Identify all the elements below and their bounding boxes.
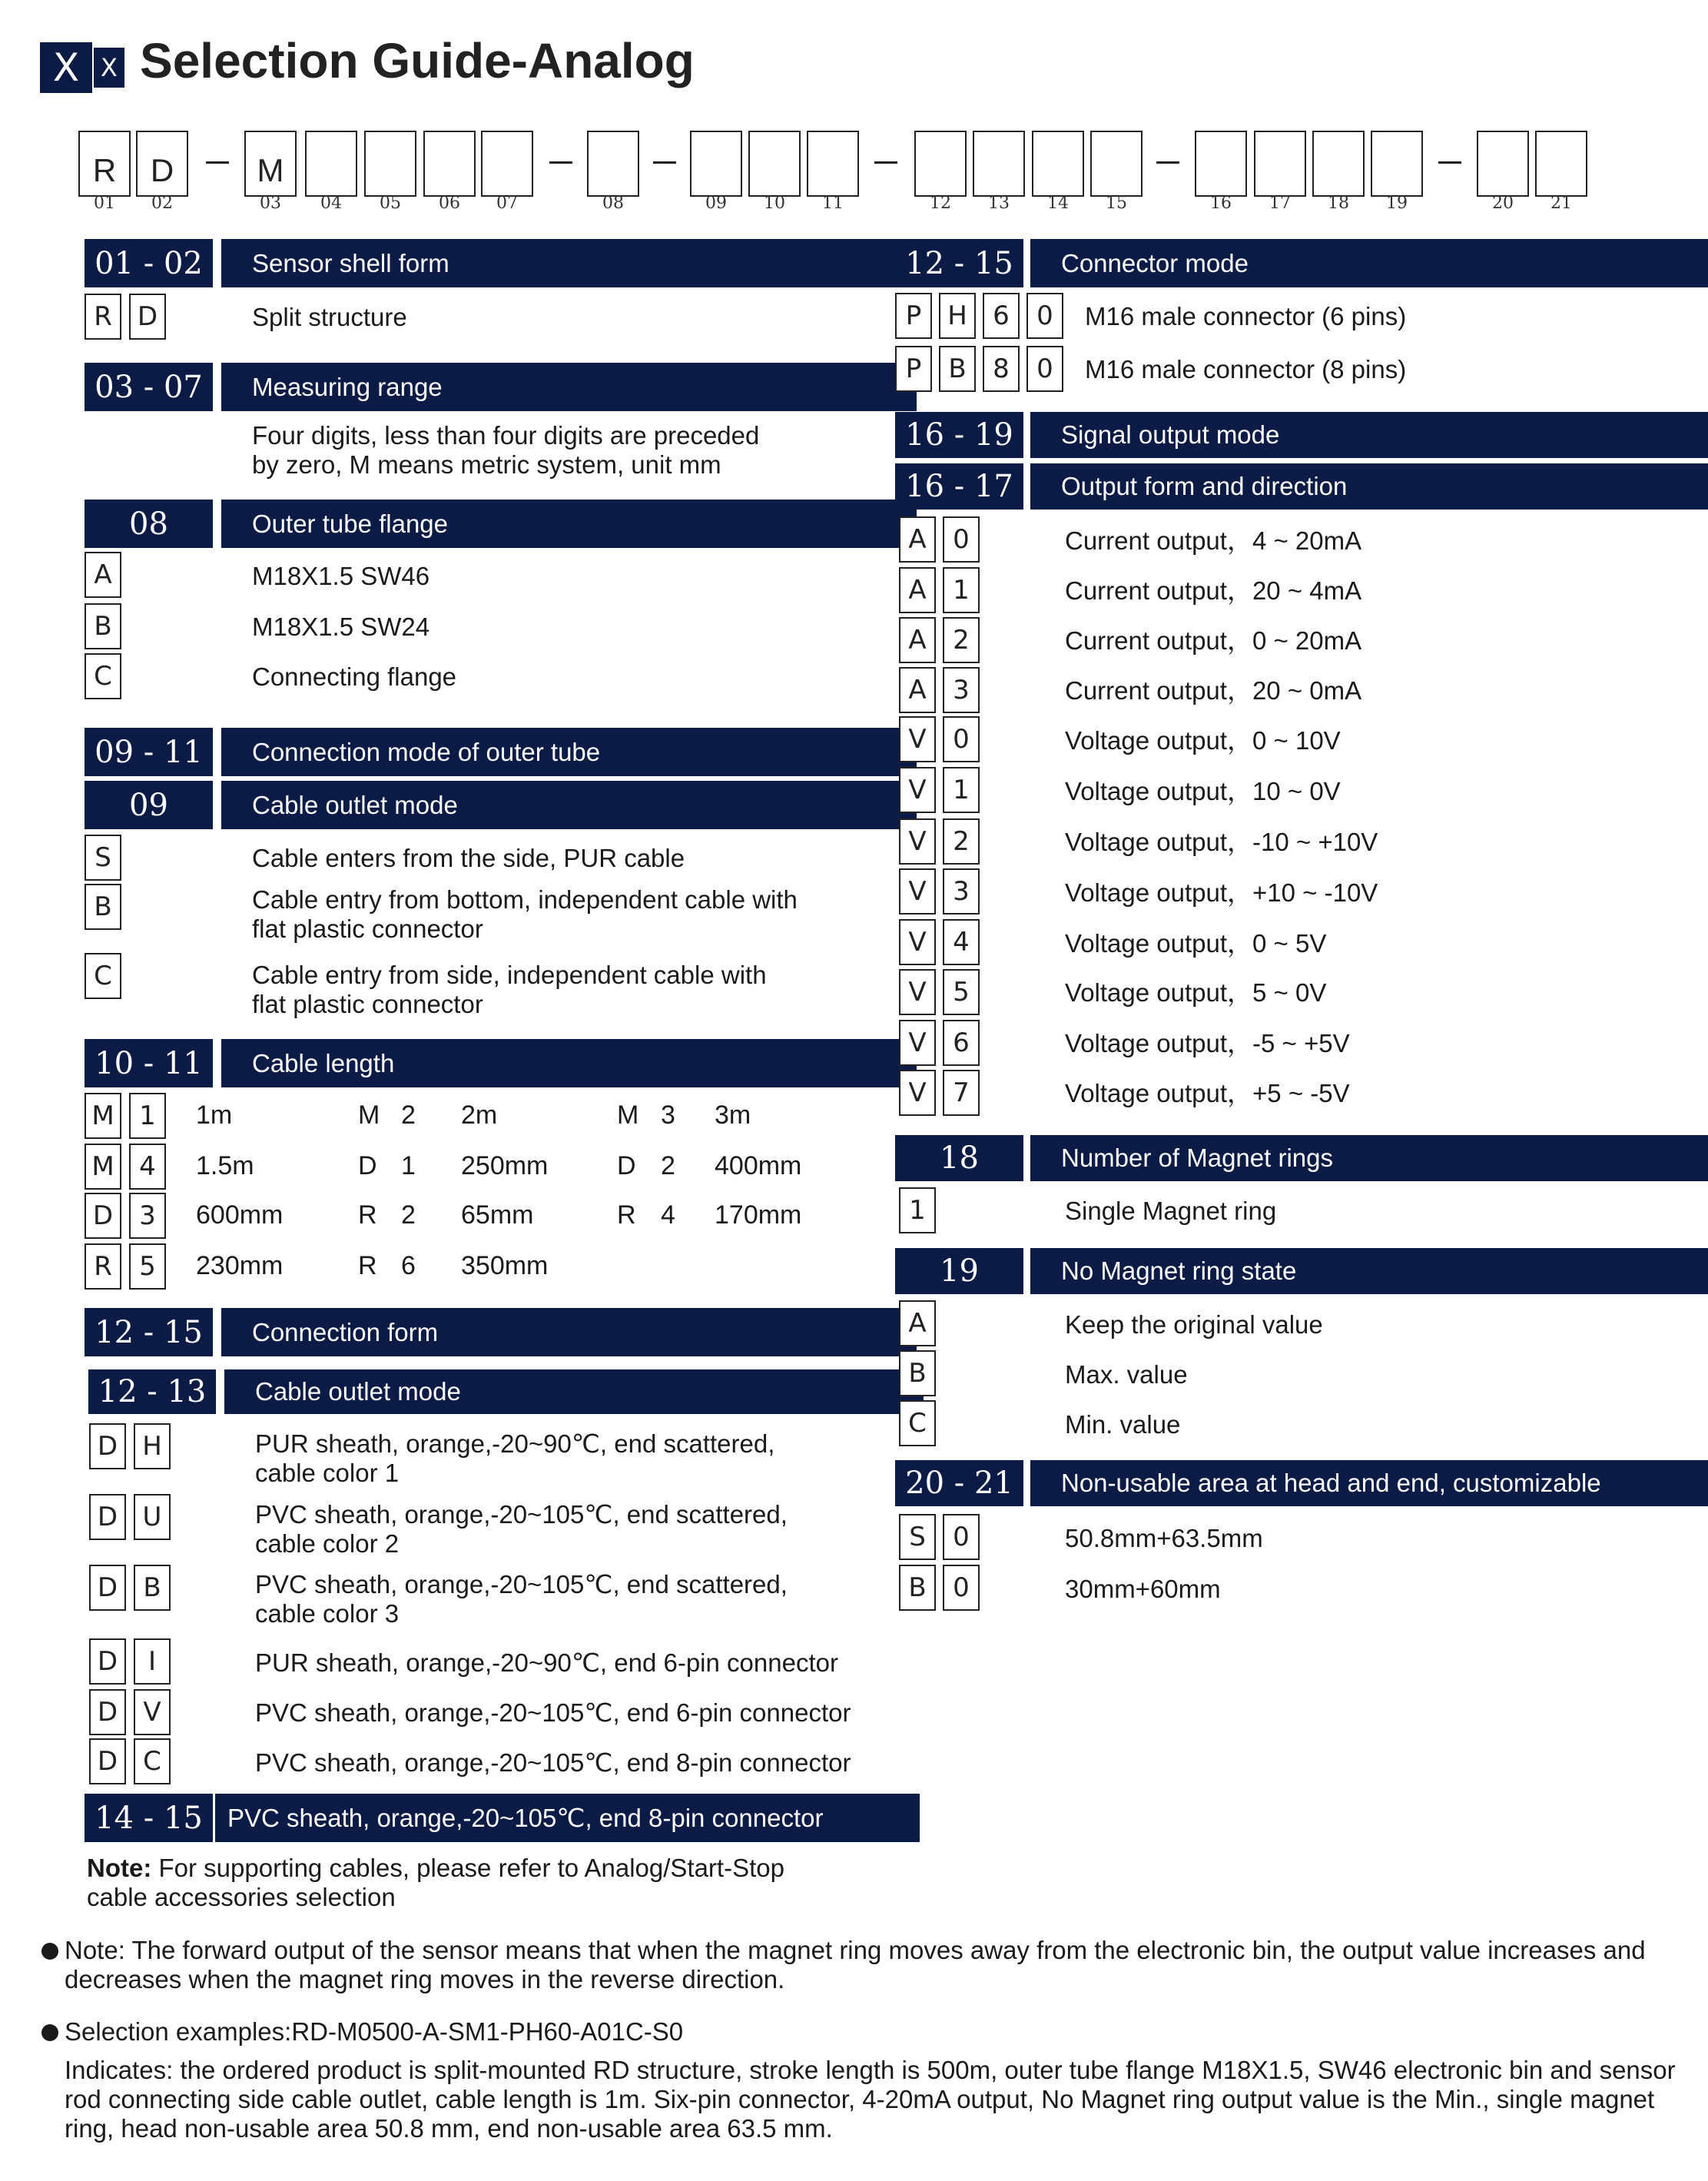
part-box-12 xyxy=(914,131,967,197)
example-explanation xyxy=(65,2056,1676,2143)
section-title: Cable length xyxy=(221,1039,917,1087)
note-label: Note: xyxy=(87,1854,152,1882)
cable-length-value: 1.5m xyxy=(196,1151,254,1180)
note-text: For supporting cables, please refer to Analog/Start-Stop xyxy=(151,1854,784,1882)
option-description: M16 male connector (6 pins) xyxy=(1085,302,1407,330)
note-line xyxy=(87,1854,784,1883)
option-description xyxy=(252,885,798,944)
code-cell: 0 xyxy=(943,1565,980,1611)
section-code: 14 - 15 xyxy=(85,1794,213,1842)
option-description: Voltage output，+10 ~ -10V xyxy=(1065,878,1378,907)
description-line: by zero, M means metric system, unit mm xyxy=(252,450,721,479)
section-title: Non-usable area at head and end, customizable xyxy=(1030,1460,1708,1506)
code-cell: 3 xyxy=(943,868,980,915)
option-description: Max. value xyxy=(1065,1360,1188,1389)
part-box-08 xyxy=(587,131,639,197)
note-line: rod connecting side cable outlet, cable length is 1m. Six-pin connector, 4-20mA output, No Magnet ring output value is the Min., single magnet xyxy=(65,2085,1655,2113)
cable-length-value: 65mm xyxy=(461,1200,534,1230)
part-dash xyxy=(1438,161,1461,164)
position-number: 01 xyxy=(94,194,115,213)
position-number: 13 xyxy=(988,194,1010,213)
part-box-17 xyxy=(1254,131,1306,197)
code-cell: M xyxy=(85,1144,121,1190)
code-cell: 1 xyxy=(943,767,980,813)
position-number: 21 xyxy=(1550,194,1572,213)
note-line: Note: The forward output of the sensor means that when the magnet ring moves away from the electronic bin, the output value increases and xyxy=(65,1936,1646,1964)
code-cell: 7 xyxy=(943,1070,980,1116)
section-code: 09 - 11 xyxy=(85,728,213,776)
code-cell: 3 xyxy=(943,667,980,713)
code-cell: B xyxy=(899,1350,936,1396)
code-cell: B xyxy=(899,1565,936,1611)
part-box-03: M xyxy=(244,131,297,197)
part-dash xyxy=(206,161,229,164)
code-cell: H xyxy=(939,293,976,339)
option-description: 30mm+60mm xyxy=(1065,1575,1221,1603)
option-description xyxy=(252,961,767,1019)
code-cell: S xyxy=(85,835,121,881)
position-number: 12 xyxy=(930,194,951,213)
cable-length-code: 2 xyxy=(401,1200,416,1230)
option-description xyxy=(255,1570,788,1628)
code-cell: A xyxy=(85,552,121,598)
position-number: 18 xyxy=(1328,194,1349,213)
section-title: Cable outlet mode xyxy=(221,781,917,829)
code-cell: V xyxy=(899,969,936,1015)
option-description: 50.8mm+63.5mm xyxy=(1065,1524,1263,1552)
code-cell: C xyxy=(85,653,121,699)
cable-length-value: 400mm xyxy=(715,1151,802,1180)
cable-length-code: 2 xyxy=(661,1151,675,1180)
code-cell: A xyxy=(899,667,936,713)
option-description: M16 male connector (8 pins) xyxy=(1085,355,1407,383)
code-cell: A xyxy=(899,617,936,663)
code-cell: D xyxy=(129,294,166,340)
part-dash xyxy=(653,161,676,164)
cable-length-code: 4 xyxy=(661,1200,675,1230)
section-code: 19 xyxy=(895,1248,1023,1294)
option-description: Voltage output，10 ~ 0V xyxy=(1065,777,1341,805)
bullet-icon xyxy=(41,2024,58,2041)
option-description: Current output，20 ~ 0mA xyxy=(1065,676,1362,705)
part-dash xyxy=(549,161,572,164)
code-cell: A xyxy=(899,1300,936,1346)
part-box-04 xyxy=(305,131,357,197)
cable-length-code: 1 xyxy=(401,1151,416,1180)
section-code: 12 - 15 xyxy=(85,1308,213,1356)
code-cell: 0 xyxy=(943,716,980,762)
option-description: Voltage output，+5 ~ -5V xyxy=(1065,1079,1350,1107)
code-cell: A xyxy=(899,516,936,563)
cable-length-code: 6 xyxy=(401,1251,416,1280)
part-box-06 xyxy=(423,131,476,197)
position-number: 17 xyxy=(1269,194,1291,213)
code-cell: 2 xyxy=(943,617,980,663)
code-cell: 1 xyxy=(129,1093,166,1139)
code-cell: D xyxy=(89,1494,126,1540)
code-cell: M xyxy=(85,1093,121,1139)
section-code: 10 - 11 xyxy=(85,1039,213,1087)
description-line: PVC sheath, orange,-20~105℃, end scattered, xyxy=(255,1570,788,1598)
cable-length-code: 2 xyxy=(401,1100,416,1130)
part-box-05 xyxy=(364,131,416,197)
part-box-14 xyxy=(1032,131,1084,197)
code-cell: R xyxy=(85,1243,121,1290)
part-box-18 xyxy=(1312,131,1365,197)
part-dash xyxy=(1156,161,1179,164)
section-code: 12 - 13 xyxy=(88,1369,216,1414)
cable-length-code: M xyxy=(617,1100,639,1130)
section-title: No Magnet ring state xyxy=(1030,1248,1708,1294)
description-line: cable color 2 xyxy=(255,1529,400,1558)
option-description: PVC sheath, orange,-20~105℃, end 6-pin connector xyxy=(255,1698,851,1727)
code-cell: 2 xyxy=(943,818,980,865)
code-cell: V xyxy=(134,1689,171,1735)
code-cell: D xyxy=(85,1193,121,1239)
section-code: 20 - 21 xyxy=(895,1460,1023,1506)
part-box-01: R xyxy=(78,131,131,197)
section-code: 08 xyxy=(85,500,213,548)
part-box-11 xyxy=(807,131,859,197)
measuring-range-description xyxy=(252,421,759,480)
code-cell: V xyxy=(899,919,936,965)
position-number: 11 xyxy=(822,194,844,213)
part-box-16 xyxy=(1195,131,1247,197)
code-cell: 1 xyxy=(943,567,980,613)
code-cell: B xyxy=(85,603,121,649)
position-number: 03 xyxy=(260,194,281,213)
position-number: 05 xyxy=(380,194,401,213)
position-number: 15 xyxy=(1106,194,1127,213)
code-cell: V xyxy=(899,818,936,865)
section-title: Outer tube flange xyxy=(221,500,917,548)
code-cell: 6 xyxy=(943,1020,980,1066)
option-description: Min. value xyxy=(1065,1410,1181,1439)
code-cell: 6 xyxy=(983,293,1020,339)
code-cell: 4 xyxy=(129,1144,166,1190)
position-number: 20 xyxy=(1492,194,1514,213)
section-title: Number of Magnet rings xyxy=(1030,1135,1708,1181)
section-title: Sensor shell form xyxy=(221,239,917,287)
description-line: flat plastic connector xyxy=(252,915,483,943)
bullet-icon xyxy=(41,1943,58,1960)
code-cell: U xyxy=(134,1494,171,1540)
code-cell: B xyxy=(85,884,121,930)
option-description: Voltage output，0 ~ 10V xyxy=(1065,726,1341,755)
section-code: 16 - 19 xyxy=(895,412,1023,458)
cable-length-value: 350mm xyxy=(461,1251,549,1280)
part-box-19 xyxy=(1371,131,1423,197)
code-cell: V xyxy=(899,868,936,915)
cable-length-value: 600mm xyxy=(196,1200,284,1230)
code-cell: D xyxy=(89,1565,126,1611)
code-cell: V xyxy=(899,767,936,813)
logo-mark-small: X xyxy=(94,48,124,88)
code-cell: V xyxy=(899,1070,936,1116)
part-box-15 xyxy=(1090,131,1143,197)
cable-length-value: 2m xyxy=(461,1100,498,1130)
code-cell: D xyxy=(89,1738,126,1784)
code-cell: 0 xyxy=(1026,346,1063,392)
code-cell: P xyxy=(895,346,932,392)
option-description: Current output，4 ~ 20mA xyxy=(1065,526,1362,555)
code-cell: D xyxy=(89,1423,126,1469)
position-number: 08 xyxy=(602,194,624,213)
note-line: ring, head non-usable area 50.8 mm, end non-usable area 63.5 mm. xyxy=(65,2114,833,2143)
position-number: 10 xyxy=(764,194,785,213)
cable-length-code: D xyxy=(358,1151,377,1180)
section-title: Measuring range xyxy=(221,363,917,411)
code-cell: V xyxy=(899,716,936,762)
part-box-10 xyxy=(748,131,801,197)
part-box-13 xyxy=(973,131,1025,197)
option-description: Voltage output，-10 ~ +10V xyxy=(1065,828,1378,856)
option-description: Cable enters from the side, PUR cable xyxy=(252,844,685,872)
code-cell: A xyxy=(899,567,936,613)
cable-length-value: 230mm xyxy=(196,1251,284,1280)
description-line: cable color 1 xyxy=(255,1459,400,1487)
code-cell: S xyxy=(899,1514,936,1560)
code-cell: D xyxy=(89,1689,126,1735)
option-description: Current output，0 ~ 20mA xyxy=(1065,626,1362,655)
section-title: Connection form xyxy=(221,1308,917,1356)
option-description: Voltage output，-5 ~ +5V xyxy=(1065,1029,1350,1057)
part-box-21 xyxy=(1535,131,1587,197)
part-box-20 xyxy=(1477,131,1529,197)
code-cell: 3 xyxy=(129,1193,166,1239)
description-line: flat plastic connector xyxy=(252,990,483,1018)
part-box-02: D xyxy=(136,131,188,197)
code-cell: 0 xyxy=(943,1514,980,1560)
section-code: 09 xyxy=(85,781,213,829)
section-title: Output form and direction xyxy=(1030,463,1708,510)
option-description: Keep the original value xyxy=(1065,1310,1323,1339)
section-title: Cable outlet mode xyxy=(224,1369,924,1414)
cable-length-code: R xyxy=(617,1200,636,1230)
selection-example: Selection examples:RD-M0500-A-SM1-PH60-A01C-S0 xyxy=(65,2017,684,2046)
code-cell: V xyxy=(899,1020,936,1066)
logo-mark: X xyxy=(40,42,92,93)
option-description: Voltage output，0 ~ 5V xyxy=(1065,929,1327,958)
code-cell: C xyxy=(134,1738,171,1784)
code-cell: H xyxy=(134,1423,171,1469)
section-code: 18 xyxy=(895,1135,1023,1181)
position-number: 16 xyxy=(1210,194,1232,213)
code-cell: 5 xyxy=(129,1243,166,1290)
section-code: 12 - 15 xyxy=(895,239,1023,287)
section-title: Connector mode xyxy=(1030,239,1708,287)
option-description: Voltage output，5 ~ 0V xyxy=(1065,978,1327,1007)
cable-length-code: M xyxy=(358,1100,380,1130)
cable-length-code: R xyxy=(358,1251,377,1280)
code-cell: 5 xyxy=(943,969,980,1015)
section-code: 16 - 17 xyxy=(895,463,1023,510)
cable-length-code: R xyxy=(358,1200,377,1230)
description-line: Four digits, less than four digits are preceded xyxy=(252,421,760,450)
position-number: 07 xyxy=(496,194,518,213)
code-cell: C xyxy=(899,1400,936,1446)
code-cell: R xyxy=(85,294,121,340)
section-title: Signal output mode xyxy=(1030,412,1708,458)
cable-length-value: 3m xyxy=(715,1100,751,1130)
section-title: Connection mode of outer tube xyxy=(221,728,917,776)
description-line: PVC sheath, orange,-20~105℃, end scattered, xyxy=(255,1500,788,1529)
position-number: 14 xyxy=(1047,194,1069,213)
page-title: Selection Guide-Analog xyxy=(140,33,695,88)
cable-length-value: 1m xyxy=(196,1100,233,1130)
cable-length-code: 3 xyxy=(661,1100,675,1130)
option-description xyxy=(255,1500,788,1559)
option-description: Connecting flange xyxy=(252,662,457,691)
part-box-09 xyxy=(690,131,742,197)
part-dash xyxy=(874,161,897,164)
description-line: Cable entry from side, independent cable with xyxy=(252,961,767,989)
cable-note xyxy=(87,1854,784,1912)
code-cell: C xyxy=(85,953,121,999)
position-number: 09 xyxy=(705,194,727,213)
code-cell: B xyxy=(939,346,976,392)
option-description xyxy=(255,1429,774,1488)
description-line: PUR sheath, orange,-20~90℃, end scattered, xyxy=(255,1429,775,1458)
part-box-07 xyxy=(481,131,533,197)
position-number: 04 xyxy=(320,194,342,213)
cable-length-value: 250mm xyxy=(461,1151,549,1180)
option-description: M18X1.5 SW24 xyxy=(252,612,430,641)
code-cell: P xyxy=(895,293,932,339)
option-description: Split structure xyxy=(252,303,407,331)
option-description: M18X1.5 SW46 xyxy=(252,562,430,590)
section-code: 03 - 07 xyxy=(85,363,213,411)
note-line: Indicates: the ordered product is split-mounted RD structure, stroke length is 500m, outer tube flange M18X1.5, SW46 electronic bin and sensor xyxy=(65,2056,1676,2084)
code-cell: 4 xyxy=(943,919,980,965)
position-number: 02 xyxy=(151,194,173,213)
note-line: decreases when the magnet ring moves in the reverse direction. xyxy=(65,1965,785,1993)
description-line: cable color 3 xyxy=(255,1599,400,1628)
section-title: PVC sheath, orange,-20~105℃, end 8-pin connector xyxy=(215,1794,920,1842)
cable-length-value: 170mm xyxy=(715,1200,802,1230)
option-description: PVC sheath, orange,-20~105℃, end 8-pin connector xyxy=(255,1748,851,1777)
section-code: 01 - 02 xyxy=(85,239,213,287)
code-cell: 0 xyxy=(1026,293,1063,339)
code-cell: I xyxy=(134,1638,171,1685)
cable-length-code: D xyxy=(617,1151,636,1180)
code-cell: D xyxy=(89,1638,126,1685)
option-description: Single Magnet ring xyxy=(1065,1197,1277,1225)
description-line: Cable entry from bottom, independent cable with xyxy=(252,885,798,914)
position-number: 06 xyxy=(439,194,460,213)
option-description: Current output，20 ~ 4mA xyxy=(1065,576,1362,605)
code-cell: 8 xyxy=(983,346,1020,392)
code-cell: B xyxy=(134,1565,171,1611)
forward-output-note xyxy=(65,1936,1646,1994)
code-cell: 1 xyxy=(899,1187,936,1233)
note-line: cable accessories selection xyxy=(87,1883,396,1911)
option-description: PUR sheath, orange,-20~90℃, end 6-pin connector xyxy=(255,1648,838,1677)
code-cell: 0 xyxy=(943,516,980,563)
position-number: 19 xyxy=(1386,194,1408,213)
